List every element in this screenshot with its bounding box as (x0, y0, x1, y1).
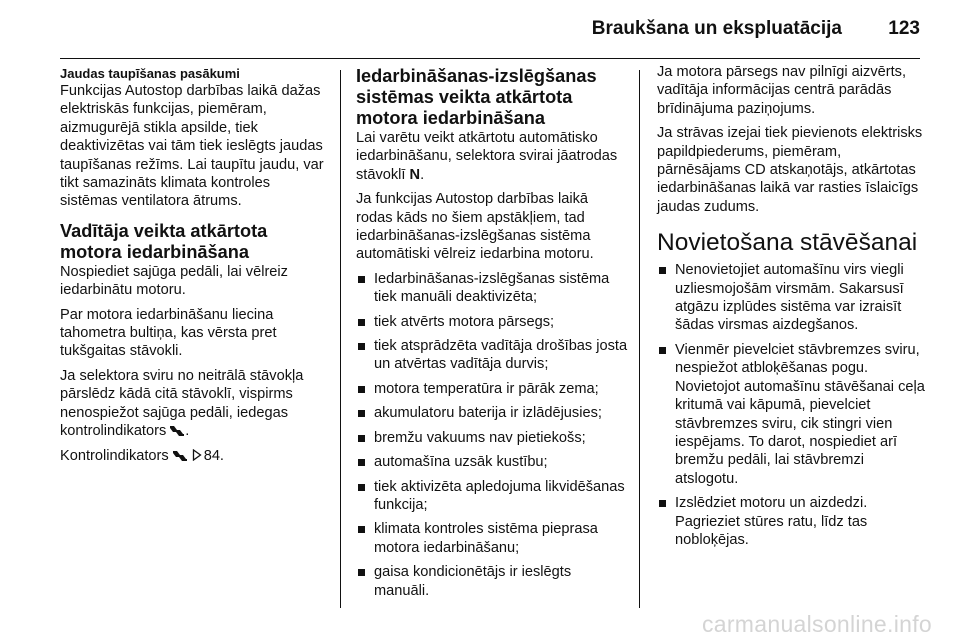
list-item (356, 380, 628, 398)
list-item-text: tiek aktivizēta apledojuma likvidēšanas funkcija; (374, 478, 625, 513)
list-item (356, 313, 628, 331)
list-item-text: automašīna uzsāk kustību; (374, 454, 548, 471)
list-item-text: bremžu vakuums nav pietiekošs; (374, 429, 586, 446)
bullet-icon (358, 410, 365, 417)
list-item-text: gaisa kondicionētājs ir ieslēgts manuāli. (374, 564, 572, 599)
bullet-icon (659, 267, 666, 274)
page-reference-icon (192, 449, 202, 461)
page-reference-link[interactable]: 84. (203, 447, 224, 464)
list-item-text: Vienmēr pievelciet stāvbremzes sviru, nespiežot atbloķēšanas pogu. Novietojot automašīnu stāvēšanai ceļa kritumā vai kāpumā, pievelciet stāvbremzes sviru, cik stingri vien iespējams. To darot, nospiediet arī bremžu pedāli, lai stāvbremzi atslogotu. (675, 341, 925, 487)
paragraph (60, 367, 328, 441)
list-item-text: tiek atsprādzēta vadītāja drošības josta un atvērtas vadītāja durvis; (374, 338, 628, 373)
column-2 (356, 63, 628, 606)
paragraph-text: Kontrolindikators (60, 447, 169, 464)
list-item (356, 337, 628, 374)
list-item (657, 261, 927, 335)
paragraph-end: . (185, 423, 190, 440)
conditions-list (356, 270, 628, 600)
column-3 (657, 63, 927, 555)
paragraph-text: Ja selektora sviru no neitrālā stāvokļa pārslēdz kādā citā stāvoklī, vispirms nenospiežot sajūga pedāli, iedegas kontrolindikators (60, 367, 304, 440)
parking-list (657, 261, 927, 549)
bullet-icon (358, 526, 365, 533)
paragraph (356, 129, 628, 184)
header-rule (60, 58, 920, 59)
paragraph-end: . (420, 166, 425, 183)
list-item (356, 478, 628, 515)
paragraph: Nospiediet sajūga pedāli, lai vēlreiz iedarbinātu motoru. (60, 263, 288, 299)
paragraph: Ja strāvas izejai tiek pievienots elektrisks papildpiederums, piemēram, pārnēsājams CD atskaņotājs, atkārtotas iedarbināšanas laikā var rasties īslaicīgs jaudas zudums. (657, 125, 923, 215)
section-heading-parking: Novietošana stāvēšanai (657, 229, 918, 257)
bullet-icon (358, 319, 365, 326)
bullet-icon (358, 569, 365, 576)
header-title: Braukšana un ekspluatācija (591, 18, 842, 39)
column-divider (340, 70, 341, 608)
paragraph: Ja motora pārsegs nav pilnīgi aizvērts, vadītāja informācijas centrā parādās brīdinājuma paziņojums. (657, 64, 907, 117)
list-item (356, 563, 628, 600)
autostop-indicator-icon (169, 424, 185, 436)
autostop-indicator-icon (172, 449, 188, 461)
bullet-icon (358, 276, 365, 283)
list-item (657, 494, 927, 549)
list-item-text: motora temperatūra ir pārāk zema; (374, 380, 599, 397)
column-1 (60, 63, 328, 471)
list-item-text: tiek atvērts motora pārsegs; (374, 313, 555, 330)
page-header (0, 0, 960, 60)
list-item-text: klimata kontroles sistēma pieprasa motora iedarbināšanu; (374, 521, 598, 556)
selector-position-label: N (409, 166, 421, 183)
column-divider (639, 70, 640, 608)
list-item-text: Iedarbināšanas-izslēgšanas sistēma tiek manuāli deaktivizēta; (374, 270, 610, 306)
bullet-icon (659, 347, 666, 354)
section-heading-power-saving: Jaudas taupīšanas pasākumi (60, 66, 240, 81)
list-item (356, 404, 628, 422)
paragraph-text: Lai varētu veikt atkārtotu automātisko iedarbināšanu, selektora svirai jāatrodas stāvoklī (356, 130, 618, 183)
paragraph: Par motora iedarbināšanu liecina tahometra bultiņa, kas vērsta pret tukšgaitas stāvokli. (60, 306, 277, 360)
paragraph-reference (60, 447, 328, 465)
bullet-icon (358, 343, 365, 350)
list-item (356, 520, 628, 557)
bullet-icon (358, 459, 365, 466)
paragraph: Ja funkcijas Autostop darbības laikā rodas kāds no šiem apstākļiem, tad iedarbināšanas-izslēgšanas sistēma automātiski vēlreiz iedarbina motoru. (356, 191, 594, 263)
section-heading-system-restart: Iedarbināšanas-izslēgšanas sistēmas veikta atkārtota motora iedarbināšana (356, 66, 597, 128)
section-heading-driver-restart: Vadītāja veikta atkārtota motora iedarbināšana (60, 220, 268, 262)
list-item (356, 429, 628, 447)
list-item (356, 270, 628, 307)
bullet-icon (358, 435, 365, 442)
list-item (356, 453, 628, 471)
bullet-icon (358, 386, 365, 393)
list-item-text: Izslēdziet motoru un aizdedzi. Pagrieziet stūres ratu, līdz tas nobloķējas. (675, 495, 868, 548)
list-item-text: Nenovietojiet automašīnu virs viegli uzliesmojošām virsmām. Sakarsusī atgāzu izplūdes sistēma var izraisīt šādas virsmas aizdegšanos. (675, 262, 904, 334)
watermark: carmanualsonline.info (701, 611, 932, 637)
list-item (657, 341, 927, 488)
paragraph: Funkcijas Autostop darbības laikā dažas elektriskās funkcijas, piemēram, aizmugurējā stikla apsilde, tiek deaktivizētas vai tām tiek ieslēgts jaudas taupīšanas režīms. Lai taupītu jaudu, var tikt samazināts klimata kontroles sistēmas ventilatora ātrums. (60, 83, 324, 210)
list-item-text: akumulatoru baterija ir izlādējusies; (374, 405, 602, 422)
page-number: 123 (888, 18, 920, 39)
bullet-icon (358, 484, 365, 491)
bullet-icon (659, 500, 666, 507)
